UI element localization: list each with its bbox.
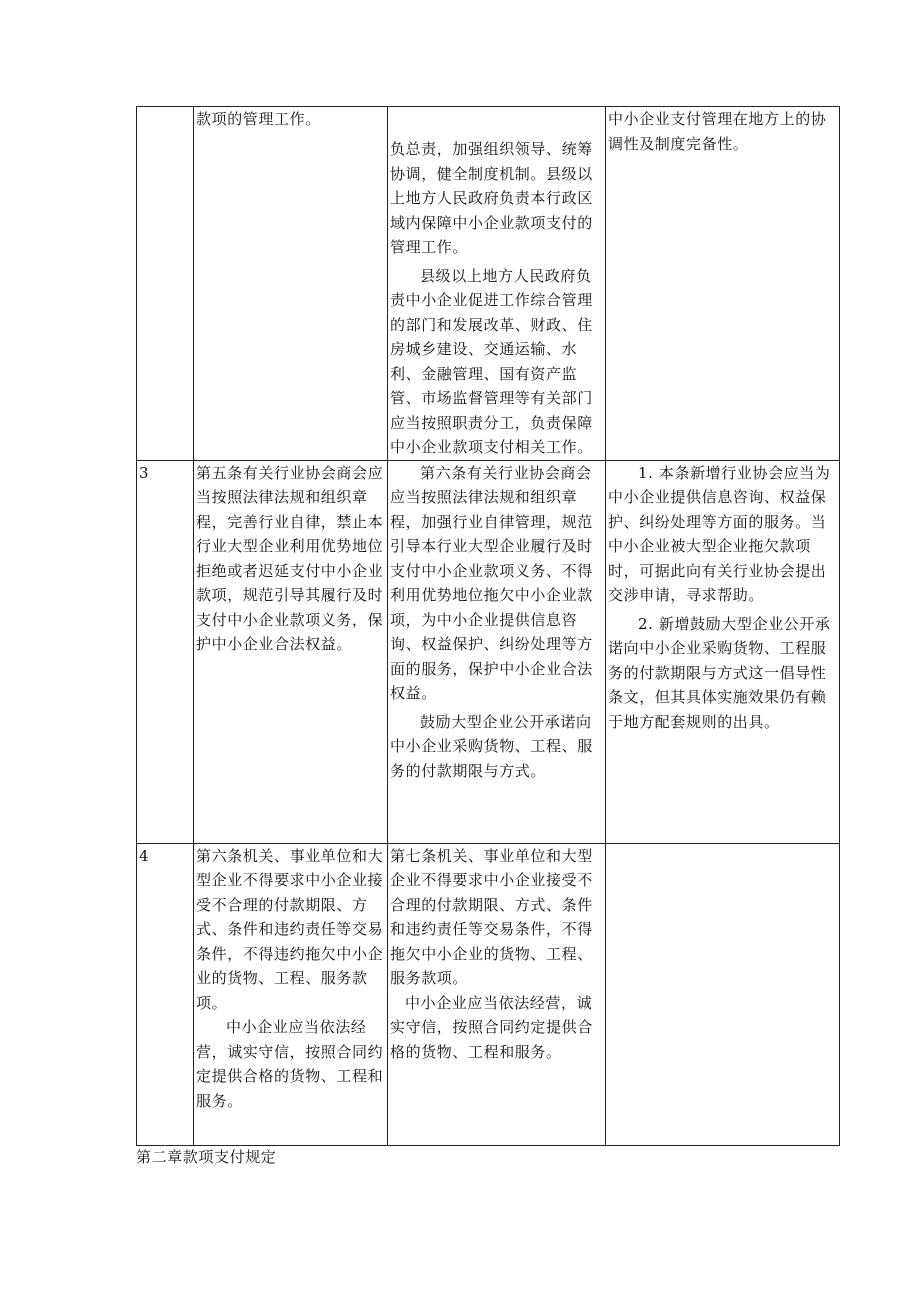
note-paragraph: 2. 新增鼓励大型企业公开承诺向中小企业采购货物、工程服务的付款期限与方式这一倡导性条文，但其具体实施效果仍有赖于地方配套规则的出具。 bbox=[608, 614, 831, 731]
note-paragraph: 中小企业支付管理在地方上的协调性及制度完备性。 bbox=[608, 110, 827, 153]
table-row bbox=[137, 460, 840, 843]
row-number-cell: 4 bbox=[137, 843, 194, 1145]
table-row bbox=[137, 843, 840, 1145]
new-paragraph: 鼓励大型企业公开承诺向中小企业采购货物、工程、服务的付款期限与方式。 bbox=[390, 712, 593, 780]
note-cell bbox=[606, 843, 840, 1145]
old-text-cell bbox=[194, 843, 388, 1145]
new-text-cell bbox=[388, 460, 606, 843]
new-paragraph: 第七条机关、事业单位和大型企业不得要求中小企业接受不合理的付款期限、方式、条件和违约责任等交易条件，不得拖欠中小企业的货物、工程、服务款项。 bbox=[390, 846, 593, 987]
new-text-cell bbox=[388, 843, 606, 1145]
comparison-table bbox=[136, 106, 840, 1146]
note-cell bbox=[606, 107, 840, 461]
row-number-cell bbox=[137, 107, 194, 461]
old-paragraph: 第五条有关行业协会商会应当按照法律法规和组织章程，完善行业自律，禁止本行业大型企业利用优势地位拒绝或者迟延支付中小企业款项，规范引导其履行及时支付中小企业款项义务，保护中小企业合法权益。 bbox=[196, 463, 384, 653]
old-paragraph: 第六条机关、事业单位和大型企业不得要求中小企业接受不合理的付款期限、方式、条件和违约责任等交易条件，不得违约拖欠中小企业的货物、工程、服务款项。 bbox=[196, 846, 384, 1012]
new-paragraph: 县级以上地方人民政府负责中小企业促进工作综合管理的部门和发展改革、财政、住房城乡建设、交通运输、水利、金融管理、国有资产监管、市场监督管理等有关部门应当按照职责分工，负责保障中小企业款项支付相关工作。 bbox=[390, 266, 593, 456]
table-row bbox=[137, 107, 840, 461]
old-text-cell bbox=[194, 107, 388, 461]
new-paragraph: 负总责，加强组织领导、统筹协调，健全制度机制。县级以上地方人民政府负责本行政区域内保障中小企业款项支付的管理工作。 bbox=[390, 140, 593, 256]
new-paragraph: 第六条有关行业协会商会应当按照法律法规和组织章程，加强行业自律管理，规范引导本行业大型企业履行及时支付中小企业款项义务、不得利用优势地位拖欠中小企业款项，为中小企业提供信息咨询、权益保护、纠纷处理等方面的服务，保护中小企业合法权益。 bbox=[390, 463, 593, 702]
old-text-cell bbox=[194, 460, 388, 843]
note-cell bbox=[606, 460, 840, 843]
chapter-heading: 第二章款项支付规定 bbox=[136, 1148, 277, 1166]
old-paragraph: 款项的管理工作。 bbox=[196, 110, 321, 128]
row-number-cell: 3 bbox=[137, 460, 194, 843]
note-paragraph: 1. 本条新增行业协会应当为中小企业提供信息咨询、权益保护、纠纷处理等方面的服务。当中小企业被大型企业拖欠款项时，可据此向有关行业协会提出交涉申请，寻求帮助。 bbox=[608, 463, 831, 604]
old-paragraph: 中小企业应当依法经营，诚实守信，按照合同约定提供合格的货物、工程和服务。 bbox=[196, 1018, 384, 1110]
new-paragraph: 中小企业应当依法经营，诚实守信，按照合同约定提供合格的货物、工程和服务。 bbox=[390, 993, 593, 1061]
new-text-cell bbox=[388, 107, 606, 461]
